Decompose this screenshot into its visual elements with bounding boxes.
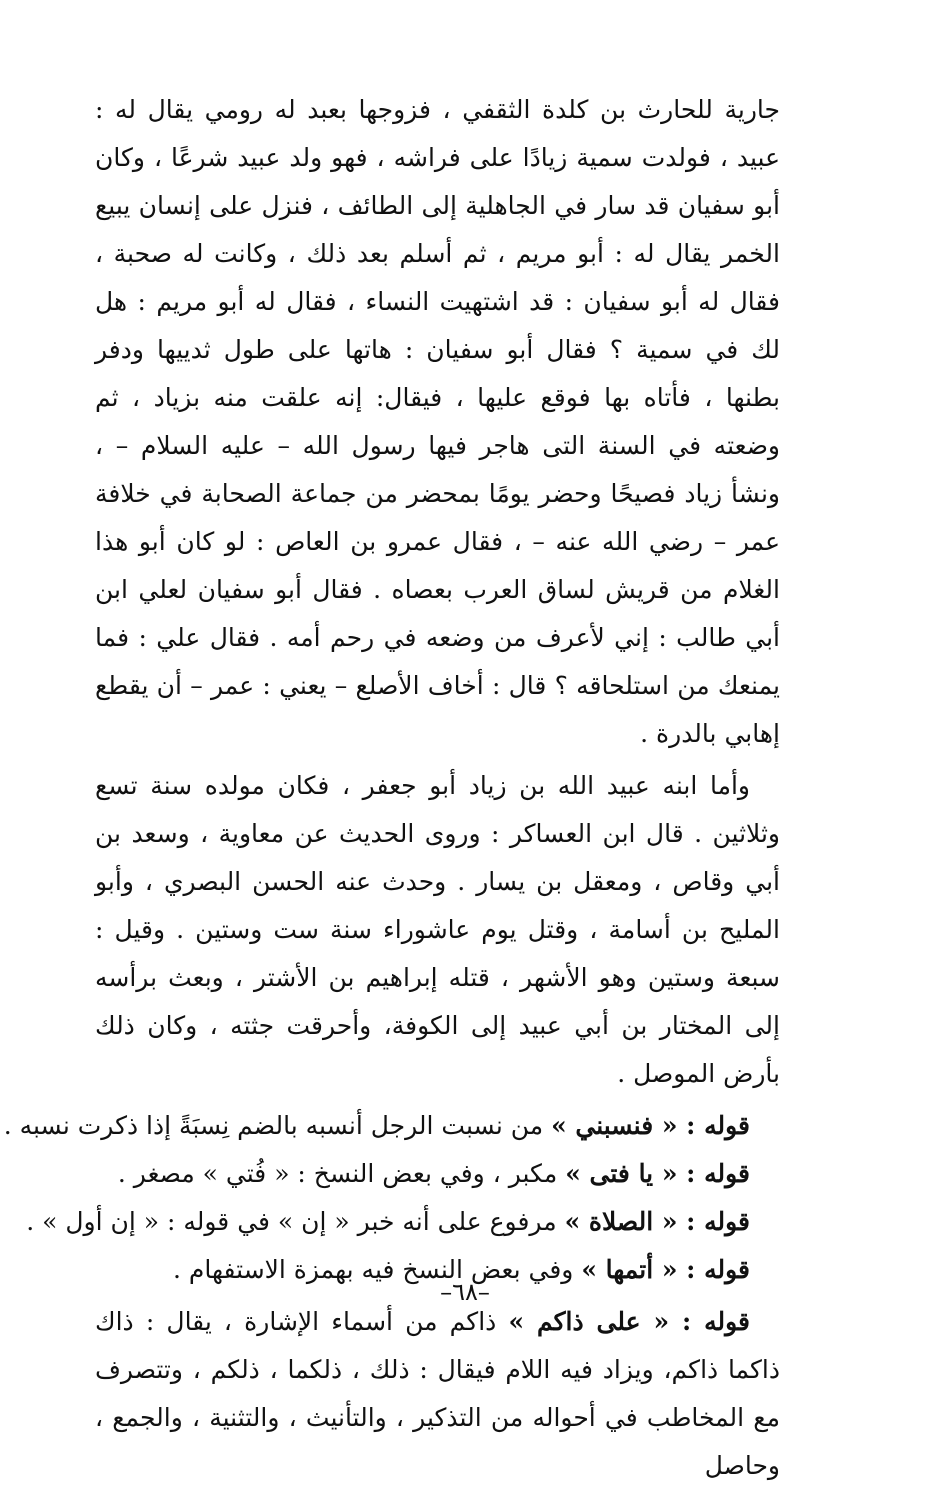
note-text: مكبر ، وفي بعض النسخ : « فُتي » مصغر . — [117, 1159, 566, 1188]
note-as-salah — [26, 1198, 780, 1246]
note-head: قوله : « الصلاة » — [564, 1207, 750, 1236]
note-ala-dhakum — [95, 1298, 780, 1490]
note-fanasabani — [3, 1102, 780, 1150]
note-text: مرفوع على أنه خبر « إن » في قوله : « إن أول » . — [26, 1207, 565, 1236]
note-text: ذاكم من أسماء الإشارة ، يقال : ذاك ذاكما ذاكم، ويزاد فيه اللام فيقال : ذلك ، ذلكما ، ذلكم ، وتتصرف مع المخاطب في أحواله من التذكير ، والتأنيث ، والتثنية ، والجمع ، وحاصل — [95, 1307, 780, 1480]
note-text: من نسبت الرجل أنسبه بالضم نِسبَةً إذا ذكرت نسبه . — [3, 1111, 552, 1140]
page-number: –٦٨– — [440, 1278, 490, 1306]
note-head: قوله : « يا فتى » — [565, 1159, 750, 1188]
paragraph-ubaydullah: وأما ابنه عبيد الله بن زياد أبو جعفر ، فكان مولده سنة تسع وثلاثين . قال ابن العساكر : وروى الحديث عن معاوية ، وسعد بن أبي وقاص ، ومعقل بن يسار . وحدث عنه الحسن البصري ، وأبو المليح بن أسامة ، وقتل يوم عاشوراء سنة ست وستين . وقيل : سبعة وستين وهو الأشهر ، قتله إبراهيم بن الأشتر ، وبعث برأسه إلى المختار بن أبي عبيد إلى الكوفة، وأحرقت جثته ، وكان ذلك بأرض الموصل . — [95, 771, 780, 1088]
note-head: قوله : « فنسبني » — [551, 1111, 750, 1140]
note-text: وفي بعض النسخ فيه بهمزة الاستفهام . — [172, 1255, 582, 1284]
paragraph-ziyad-origin: جارية للحارث بن كلدة الثقفي ، فزوجها بعبد له رومي يقال له : عبيد ، فولدت سمية زيادًا على فراشه ، فهو ولد عبيد شرعًا ، وكان أبو سفيان قد سار في الجاهلية إلى الطائف ، فنزل على إنسان يبيع الخمر يقال له : أبو مريم ، ثم أسلم بعد ذلك ، وكانت له صحبة ، فقال له أبو سفيان : قد اشتهيت النساء ، فقال له أبو مريم : هل لك في سمية ؟ فقال أبو سفيان : هاتها على طول ثدييها ودفر بطنها ، فأتاه بها فوقع عليها ، فيقال: إنه علقت منه بزياد ، ثم وضعته في السنة التى هاجر فيها رسول الله – عليه السلام – ، ونشأ زياد فصيحًا وحضر يومًا بمحضر من جماعة الصحابة في خلافة عمر – رضي الله عنه – ، فقال عمرو بن العاص : لو كان أبو هذا الغلام من قريش لساق العرب بعصاه . فقال أبو سفيان لعلي ابن أبي طالب : إني لأعرف من وضعه في رحم أمه . فقال علي : فما يمنعك من استلحاقه ؟ قال : أخاف الأصلع – يعني : عمر – أن يقطع إهابي بالدرة . — [95, 95, 781, 748]
note-head: قوله : « على ذاكم » — [508, 1307, 750, 1336]
note-head: قوله : « أتمها » — [581, 1255, 750, 1284]
note-ya-fata — [95, 1150, 780, 1198]
